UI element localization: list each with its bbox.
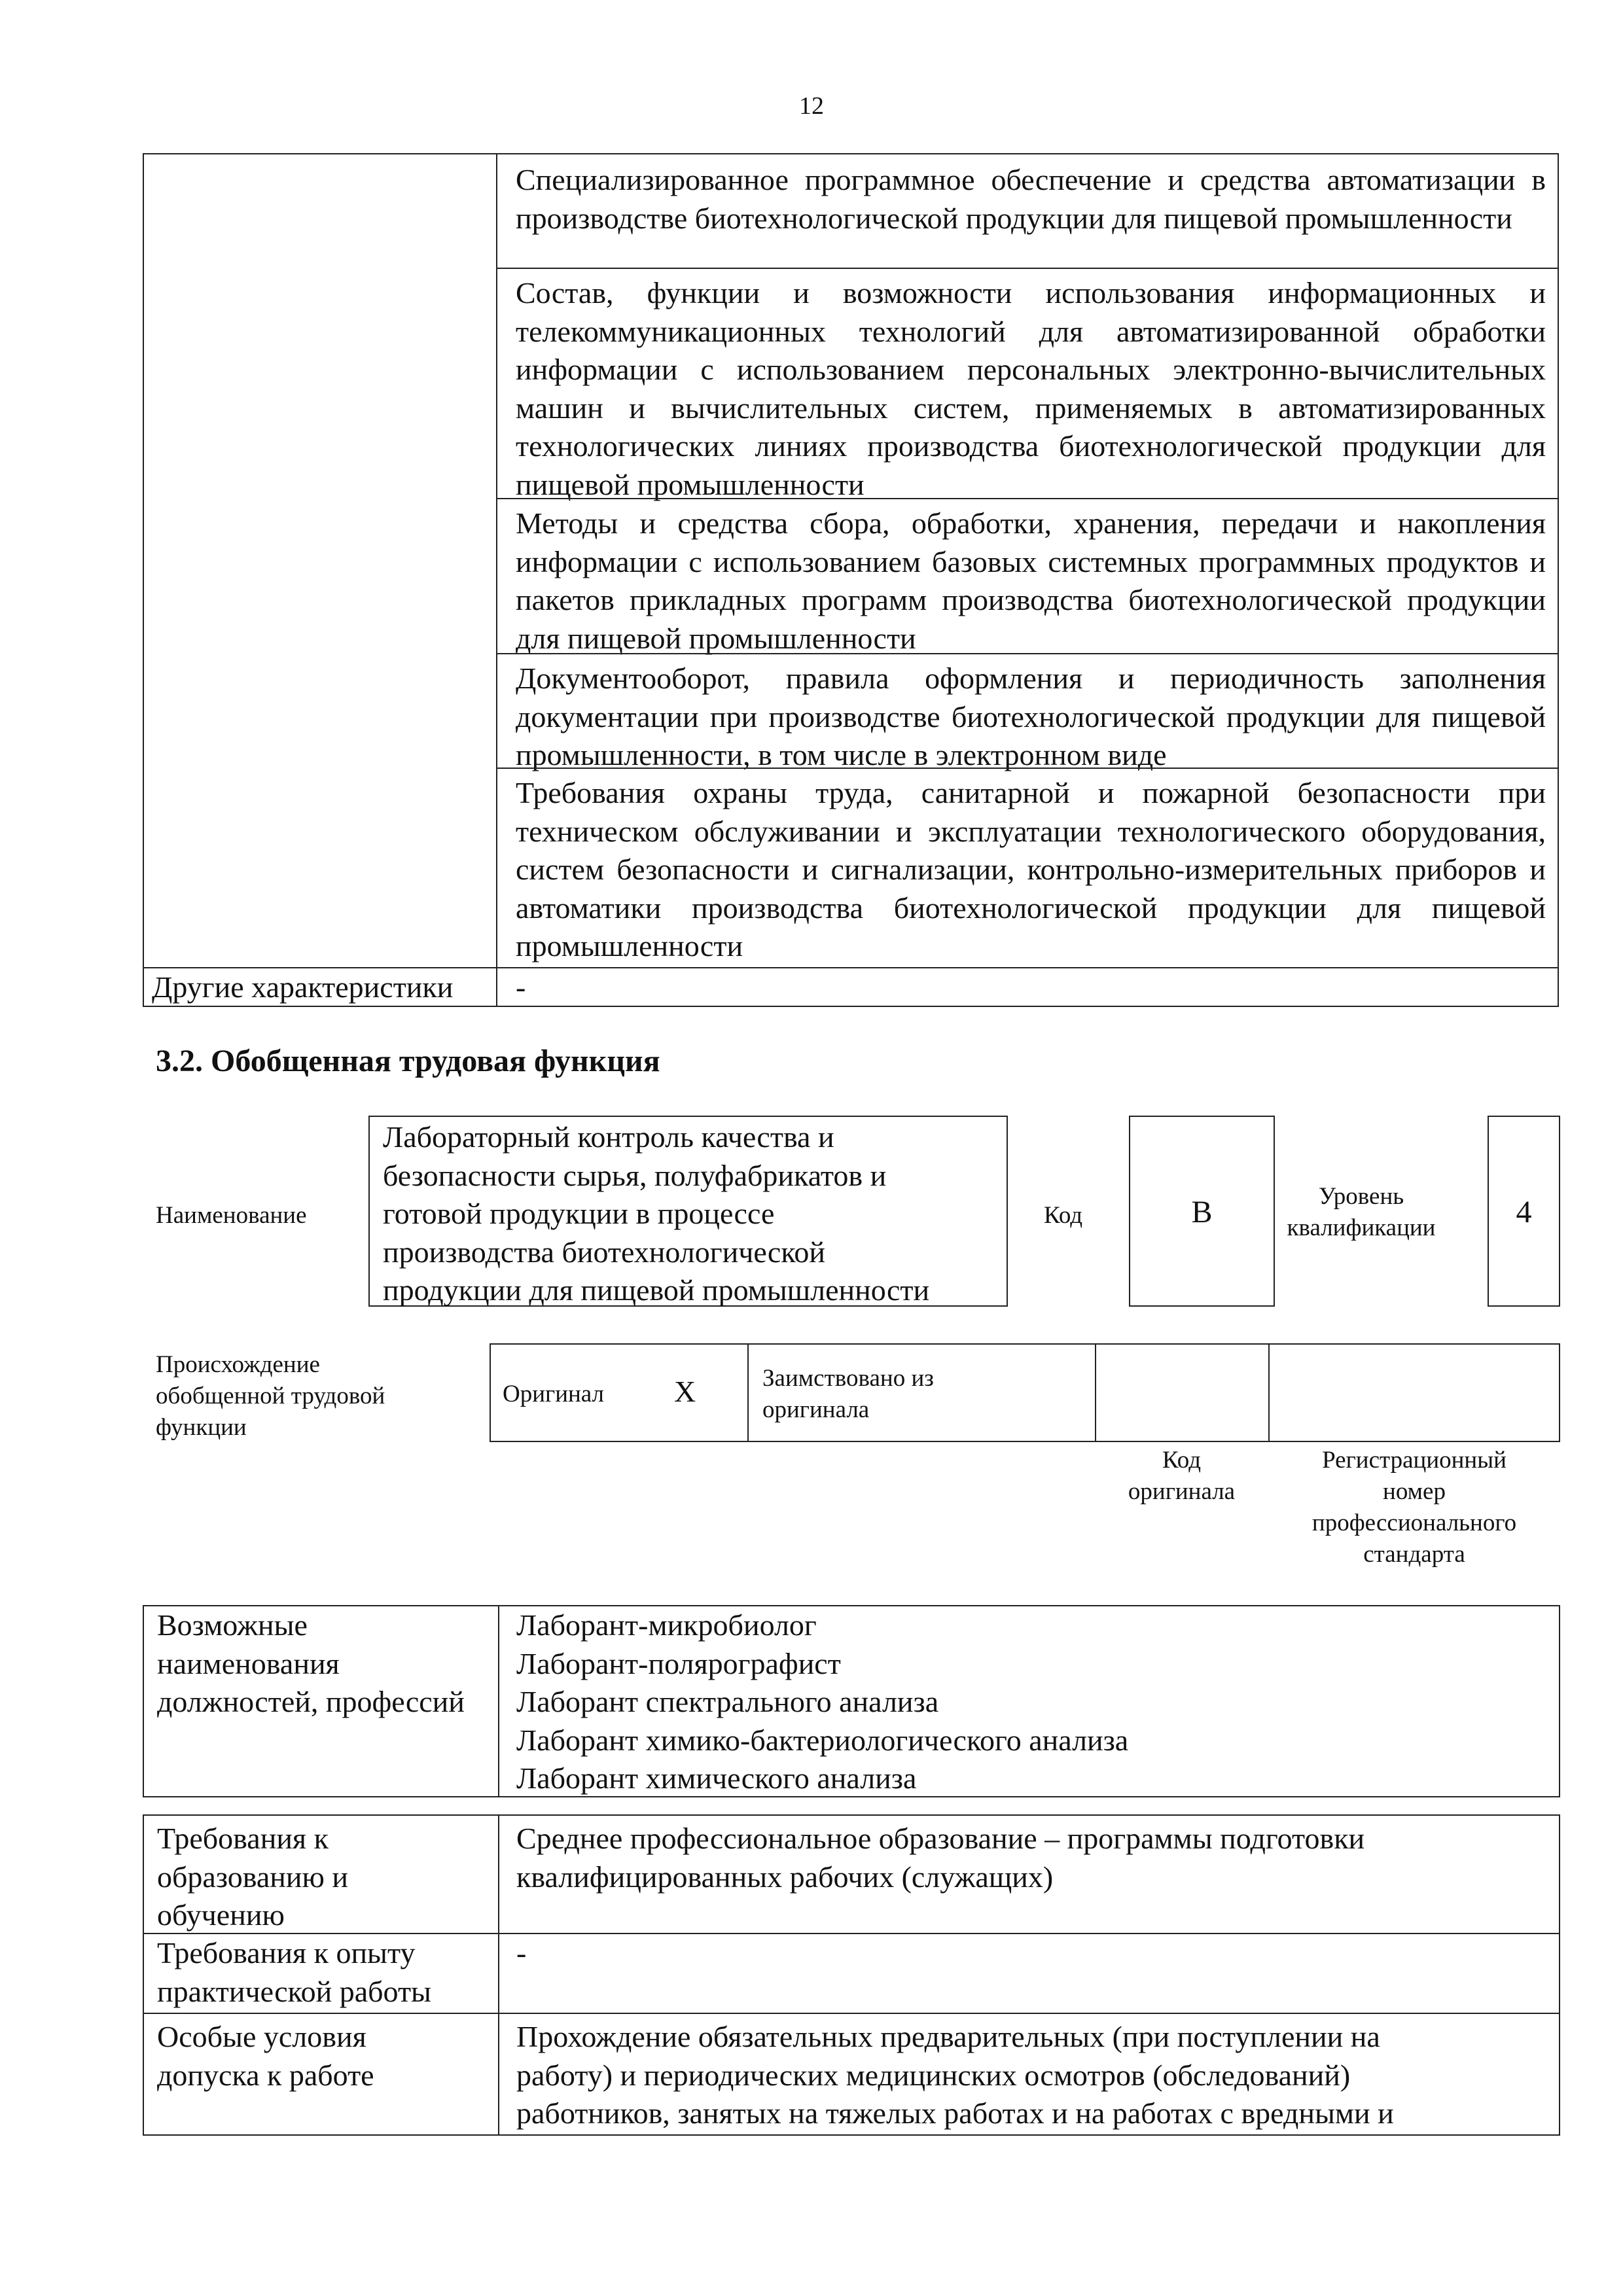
experience-value-cell — [498, 1933, 1560, 2014]
position-item: Лаборант химического анализа — [516, 1761, 917, 1795]
special-line-3: работников, занятых на тяжелых работах и на работах с вредными и — [516, 2096, 1394, 2130]
knowledge-item-2: Состав, функции и возможности использования информационных и телекоммуникационных технологий для автоматизированной обработки информации с использованием персональных электронно-вычислительных машин и вычислительных систем, применяемых в автоматизированных технологических линиях производства биотехнологической продукции для пищевой промышленности — [516, 276, 1546, 501]
other-label-cell — [143, 967, 497, 1007]
special-label-cell — [143, 2013, 499, 2136]
knowledge-cell-2 — [496, 268, 1559, 499]
knowledge-item-1: Специализированное программное обеспечение и средства автоматизации в производстве биотехнологической продукции для пищевой промышленности — [516, 163, 1546, 235]
level-label-line-1: Уровень — [1318, 1183, 1404, 1210]
code-value: B — [1191, 1195, 1213, 1229]
positions-list-cell — [498, 1605, 1560, 1797]
origin-label — [156, 1349, 431, 1443]
position-item: Лаборант-микробиолог — [516, 1608, 817, 1642]
reg-number-caption — [1268, 1445, 1560, 1570]
reg-caption-line-2: номер — [1383, 1478, 1446, 1505]
name-label: Наименование — [156, 1202, 307, 1229]
reg-caption-line-1: Регистрационный — [1322, 1447, 1507, 1474]
code-caption-line-2: оригинала — [1128, 1478, 1236, 1505]
page-number: 12 — [799, 92, 824, 120]
origin-label-line-1: Происхождение — [156, 1351, 320, 1378]
special-line-1: Прохождение обязательных предварительных (при поступлении на — [516, 2020, 1380, 2053]
experience-label-line-1: Требования к опыту — [157, 1936, 416, 1969]
origin-table — [490, 1343, 1560, 1442]
knowledge-item-5: Требования охраны труда, санитарной и пожарной безопасности при техническом обслуживании и эксплуатации технологического оборудования, систем безопасности и сигнализации, контрольно-измерительных приборов и автоматики производства биотехнологической продукции для пищевой промышленности — [516, 776, 1546, 963]
other-value-cell — [496, 967, 1559, 1007]
knowledge-cell-4 — [496, 653, 1559, 769]
origin-label-line-2: обобщенной трудовой — [156, 1383, 385, 1409]
borrowed-line-2: оригинала — [762, 1396, 870, 1423]
gtf-name-line-1: Лабораторный контроль качества и — [383, 1120, 834, 1154]
gtf-name-line-3: готовой продукции в процессе — [383, 1197, 775, 1230]
education-label-line-3: обучению — [157, 1898, 285, 1932]
education-label-line-1: Требования к — [157, 1822, 329, 1855]
level-label-line-2: квалификации — [1287, 1214, 1436, 1241]
origin-divider-3 — [1268, 1343, 1270, 1442]
other-characteristics-value: - — [516, 970, 526, 1004]
position-item: Лаборант химико-бактериологического анализа — [516, 1723, 1129, 1757]
borrowed-label — [762, 1363, 934, 1426]
knowledge-item-4: Документооборот, правила оформления и периодичность заполнения документации при производстве биотехнологической продукции для пищевой промышленности, в том числе в электронном виде — [516, 662, 1546, 771]
original-mark: X — [674, 1375, 696, 1408]
experience-value: - — [516, 1936, 527, 1969]
positions-label-cell — [143, 1605, 499, 1797]
education-line-2: квалифицированных рабочих (служащих) — [516, 1860, 1054, 1894]
level-box — [1488, 1116, 1560, 1307]
gtf-name-line-5: продукции для пищевой промышленности — [383, 1273, 930, 1307]
special-label-line-2: допуска к работе — [157, 2058, 374, 2092]
gtf-name-box — [368, 1116, 1008, 1307]
qualification-level-label — [1283, 1181, 1440, 1244]
origin-divider-2 — [1095, 1343, 1096, 1442]
reg-caption-line-3: профессионального — [1311, 1510, 1517, 1536]
gtf-name-line-2: безопасности сырья, полуфабрикатов и — [383, 1158, 887, 1192]
top-table-left-cell — [143, 153, 497, 968]
knowledge-cell-1 — [496, 153, 1559, 269]
position-item: Лаборант спектрального анализа — [516, 1685, 939, 1718]
reg-caption-line-4: стандарта — [1363, 1541, 1465, 1568]
experience-label-cell — [143, 1933, 499, 2014]
position-item: Лаборант-полярографист — [516, 1646, 841, 1680]
knowledge-cell-5 — [496, 768, 1559, 968]
origin-label-line-3: функции — [156, 1414, 247, 1441]
experience-label-line-2: практической работы — [157, 1974, 431, 2008]
positions-label-line-3: должностей, профессий — [157, 1685, 465, 1718]
code-label: Код — [1044, 1202, 1083, 1229]
education-label-cell — [143, 1814, 499, 1934]
borrowed-line-1: Заимствовано из — [762, 1365, 934, 1392]
original-label: Оригинал — [503, 1381, 605, 1407]
special-label-line-1: Особые условия — [157, 2020, 366, 2053]
gtf-name-line-4: производства биотехнологической — [383, 1235, 825, 1269]
code-box — [1129, 1116, 1275, 1307]
section-heading: 3.2. Обобщенная трудовая функция — [156, 1044, 660, 1078]
other-characteristics-label: Другие характеристики — [152, 970, 454, 1004]
positions-label-line-2: наименования — [157, 1646, 340, 1680]
origin-divider-1 — [747, 1343, 749, 1442]
code-caption-line-1: Код — [1162, 1447, 1202, 1474]
education-line-1: Среднее профессиональное образование – программы подготовки — [516, 1822, 1365, 1855]
special-value-cell — [498, 2013, 1560, 2136]
positions-label-line-1: Возможные — [157, 1608, 308, 1642]
education-label-line-2: образованию и — [157, 1860, 348, 1894]
education-value-cell — [498, 1814, 1560, 1934]
special-line-2: работу) и периодических медицинских осмотров (обследований) — [516, 2058, 1351, 2092]
level-value: 4 — [1516, 1195, 1532, 1229]
knowledge-item-3: Методы и средства сбора, обработки, хранения, передачи и накопления информации с использованием базовых системных программных продуктов и пакетов прикладных программ производства биотехнологической продукции для пищевой промышленности — [516, 506, 1546, 655]
knowledge-cell-3 — [496, 498, 1559, 654]
code-original-caption — [1095, 1445, 1268, 1508]
